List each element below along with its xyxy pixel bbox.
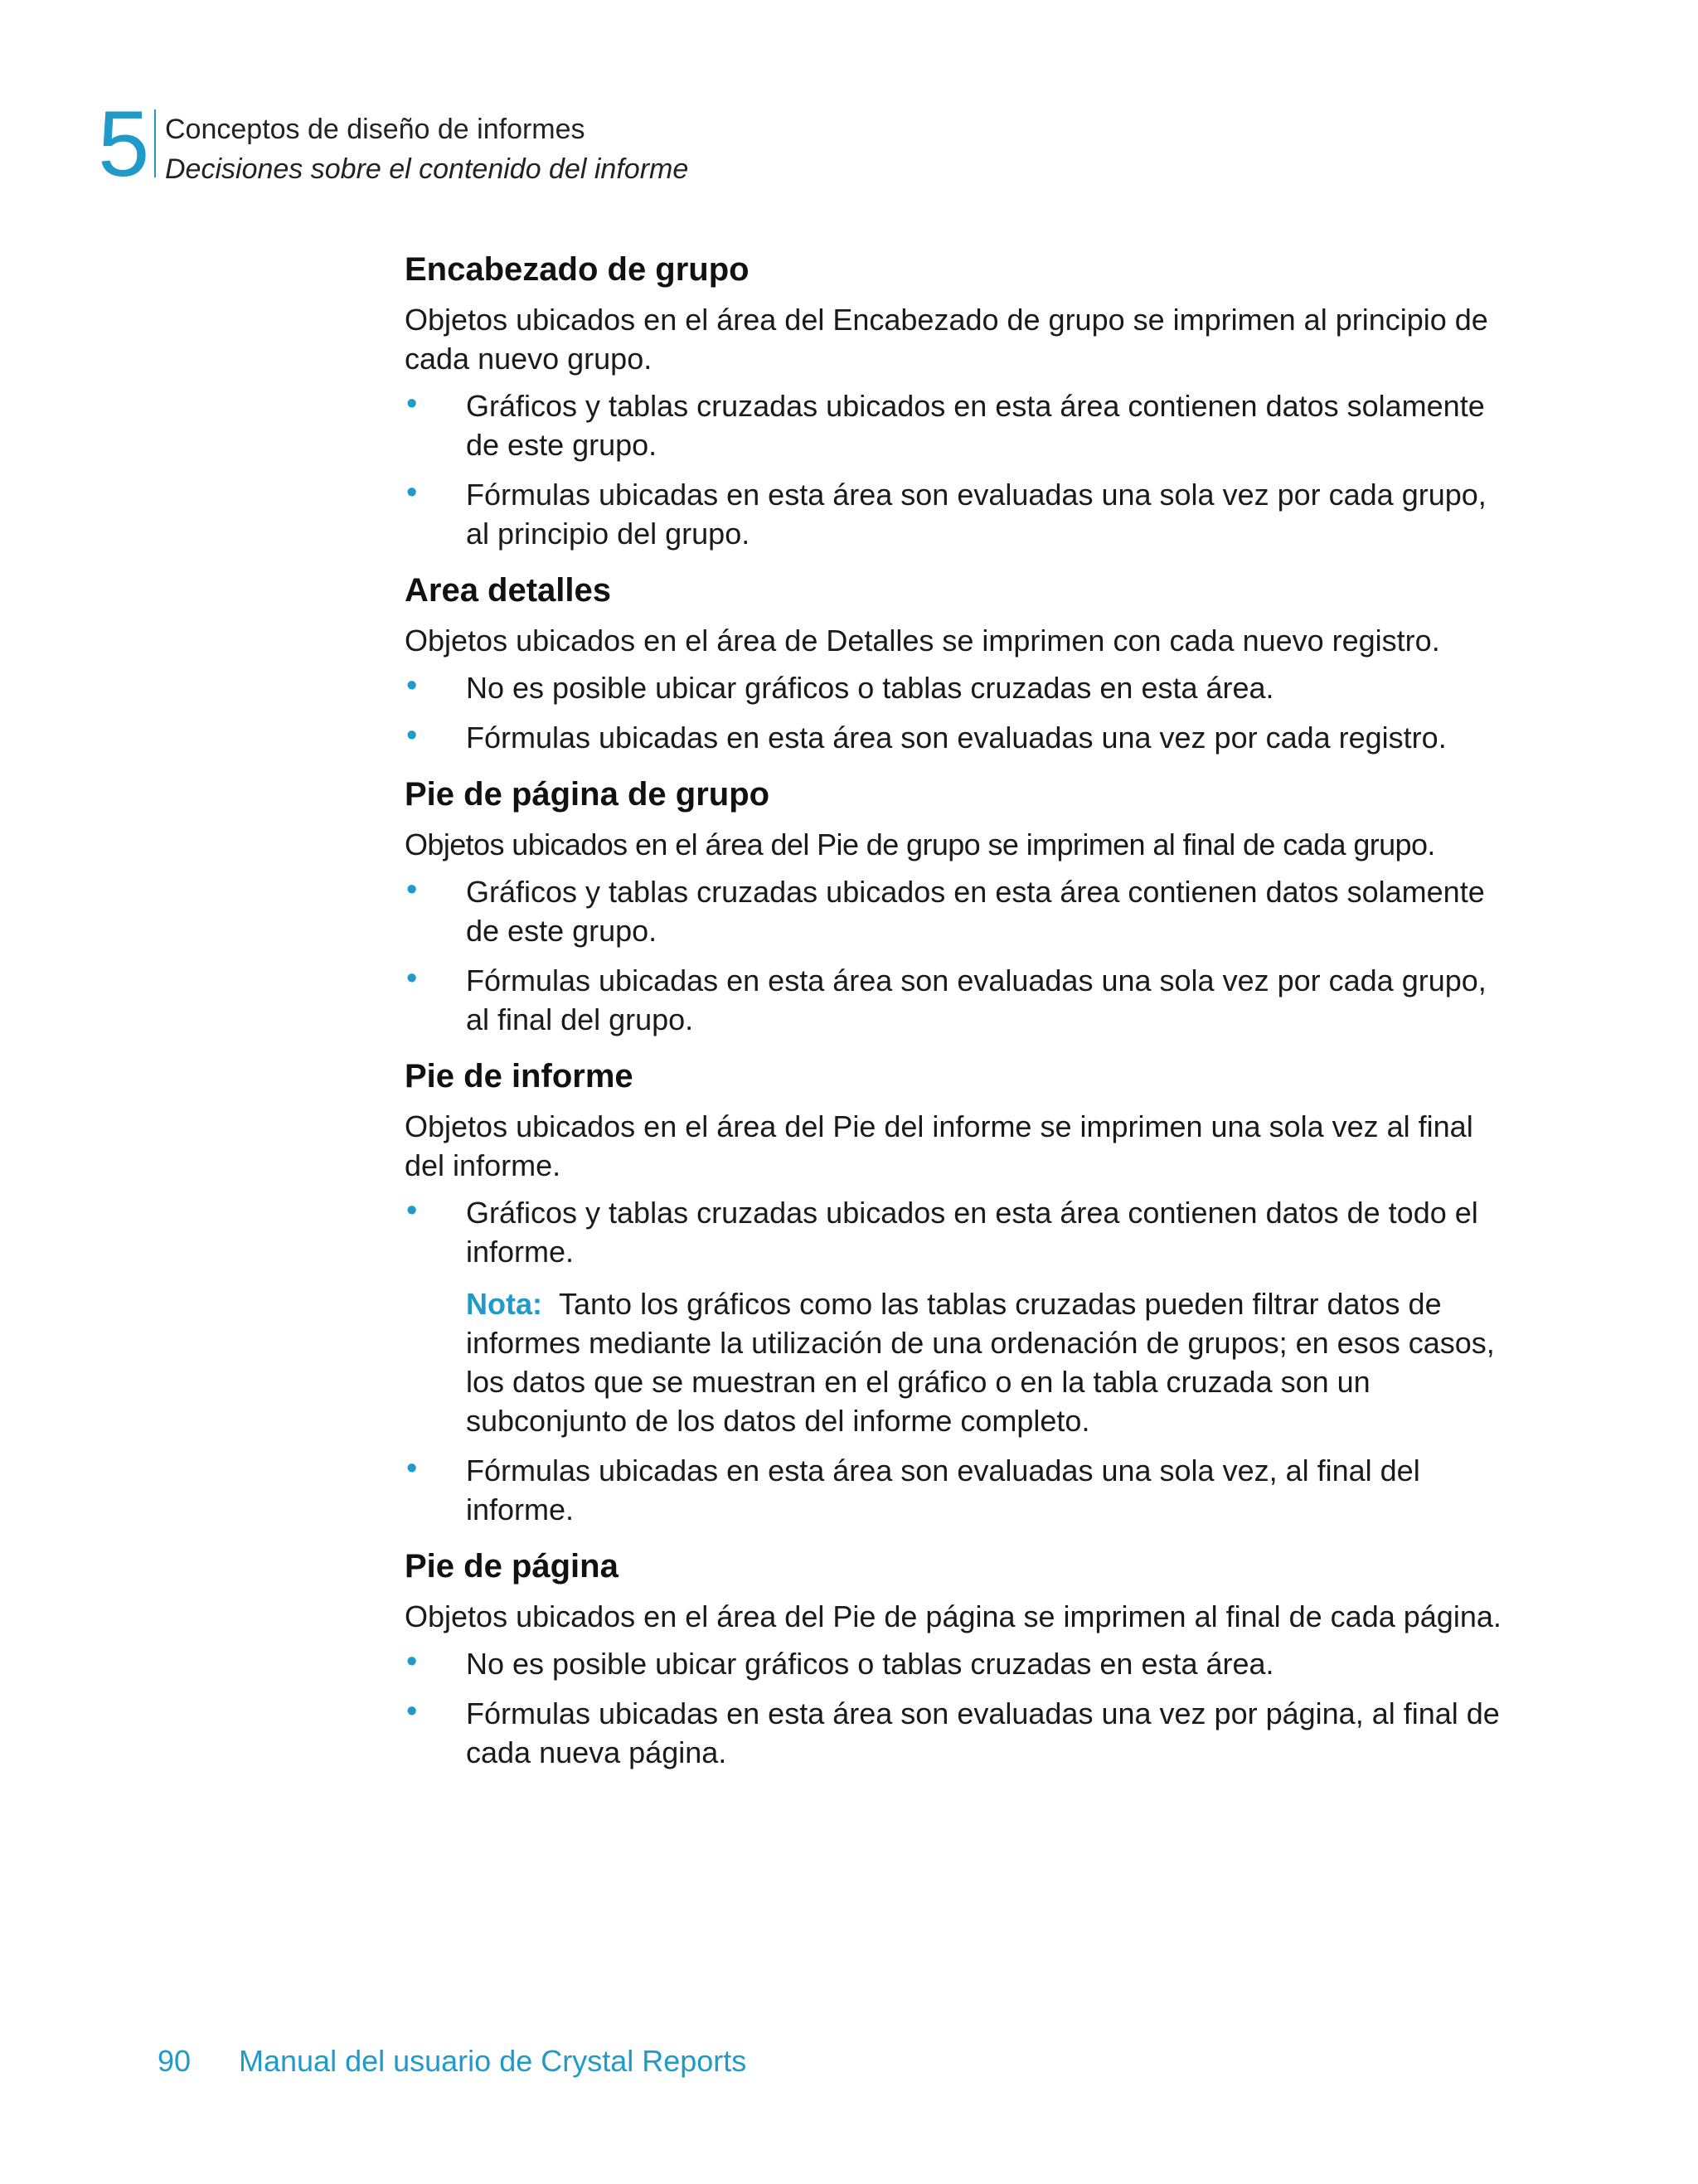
bullet-text: Fórmulas ubicadas en esta área son evaluadas una vez por cada registro.: [466, 721, 1447, 755]
bullet-icon: •: [406, 1644, 418, 1679]
bullet-icon: •: [406, 1193, 418, 1228]
section-heading: Encabezado de grupo: [405, 251, 750, 288]
section-pie-de-pagina-de-grupo: [405, 774, 1516, 1039]
bullet-text: No es posible ubicar gráficos o tablas cruzadas en esta área.: [466, 1647, 1274, 1681]
header-divider: [154, 109, 156, 177]
chapter-title: Conceptos de diseño de informes: [165, 114, 585, 145]
book-title: Manual del usuario de Crystal Reports: [239, 2044, 747, 2078]
bullet-icon: •: [406, 718, 418, 753]
bullet-text: Gráficos y tablas cruzadas ubicados en esta área contienen datos de todo el informe.: [466, 1196, 1478, 1269]
section-heading: Area detalles: [405, 572, 612, 609]
bullet-text: Gráficos y tablas cruzadas ubicados en esta área contienen datos solamente de este grupo.: [466, 875, 1485, 948]
note-label: Nota:: [466, 1287, 542, 1321]
bullet-text: Gráficos y tablas cruzadas ubicados en esta área contienen datos solamente de este grupo.: [466, 389, 1485, 462]
bullet-item: [405, 668, 1516, 707]
bullet-item: [405, 1644, 1516, 1683]
bullet-item: [405, 961, 1516, 1039]
section-title: Decisiones sobre el contenido del informe: [165, 153, 689, 185]
section-heading: Pie de página de grupo: [405, 776, 770, 813]
bullet-list: [405, 386, 1516, 553]
bullet-list: [405, 668, 1516, 757]
bullet-item: [405, 1193, 1516, 1440]
bullet-list: [405, 1644, 1516, 1772]
section-pie-de-informe: [405, 1056, 1516, 1529]
bullet-item: [405, 386, 1516, 464]
section-area-detalles: [405, 570, 1516, 757]
bullet-icon: •: [406, 386, 418, 421]
main-content: [405, 249, 1516, 1783]
bullet-item: [405, 475, 1516, 553]
page-footer: [158, 2041, 746, 2081]
bullet-item: [405, 872, 1516, 950]
section-pie-de-pagina: [405, 1546, 1516, 1772]
chapter-number: 5: [98, 92, 150, 196]
bullet-item: [405, 1451, 1516, 1529]
bullet-icon: •: [406, 872, 418, 907]
bullet-text: No es posible ubicar gráficos o tablas cruzadas en esta área.: [466, 671, 1274, 705]
note-text: Tanto los gráficos como las tablas cruzadas pueden filtrar datos de informes mediante la utilización de una ordenación de grupos; en esos casos, los datos que se muestran en el gráfico o en la tabla cruzada son un subconjunto de los datos del informe completo.: [466, 1287, 1495, 1438]
bullet-icon: •: [406, 1694, 418, 1729]
bullet-list: [405, 872, 1516, 1039]
bullet-icon: •: [406, 1451, 418, 1486]
section-intro: Objetos ubicados en el área del Pie de página se imprimen al final de cada página.: [405, 1599, 1502, 1633]
section-intro: Objetos ubicados en el área del Encabezado de grupo se imprimen al principio de cada nuevo grupo.: [405, 303, 1488, 376]
section-intro: Objetos ubicados en el área de Detalles se imprimen con cada nuevo registro.: [405, 624, 1440, 658]
running-header: [165, 109, 688, 189]
section-intro: Objetos ubicados en el área del Pie de grupo se imprimen al final de cada grupo.: [405, 827, 1435, 861]
bullet-text: Fórmulas ubicadas en esta área son evaluadas una sola vez, al final del informe.: [466, 1454, 1420, 1526]
section-heading: Pie de informe: [405, 1058, 633, 1094]
section-intro: Objetos ubicados en el área del Pie del informe se imprimen una sola vez al final del informe.: [405, 1109, 1473, 1182]
bullet-text: Fórmulas ubicadas en esta área son evaluadas una vez por página, al final de cada nueva página.: [466, 1696, 1500, 1769]
bullet-item: [405, 1694, 1516, 1772]
bullet-text: Fórmulas ubicadas en esta área son evaluadas una sola vez por cada grupo, al final del grupo.: [466, 963, 1487, 1036]
page-number: 90: [158, 2044, 192, 2078]
bullet-item: [405, 718, 1516, 757]
bullet-icon: •: [406, 961, 418, 996]
bullet-icon: •: [406, 668, 418, 703]
bullet-icon: •: [406, 475, 418, 510]
section-encabezado-de-grupo: [405, 249, 1516, 553]
note-block: [466, 1284, 1516, 1440]
bullet-list: [405, 1193, 1516, 1529]
bullet-text: Fórmulas ubicadas en esta área son evaluadas una sola vez por cada grupo, al principio del grupo.: [466, 478, 1487, 551]
section-heading: Pie de página: [405, 1548, 619, 1585]
